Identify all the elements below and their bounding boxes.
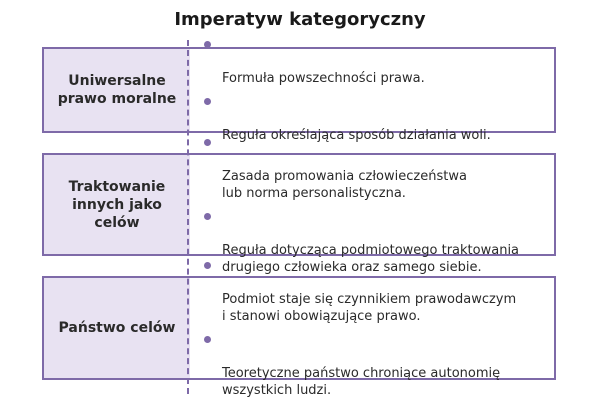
row-label-cell xyxy=(44,49,190,131)
bullet-text: Reguła dotycząca podmiotowego traktowania drugiego człowieka oraz samego siebie. xyxy=(222,242,520,275)
bullet-item xyxy=(204,331,546,399)
bullet-item xyxy=(204,36,546,87)
bullet-text: Reguła określająca sposób działania woli. xyxy=(222,128,491,143)
bullet-text: Podmiot staje się czynnikiem prawodawczym i stanowi obowiązujące prawo. xyxy=(222,292,517,324)
bullet-list xyxy=(190,155,554,275)
row-label: Państwo celów xyxy=(58,320,176,336)
bullet-dot-icon xyxy=(204,336,211,343)
bullet-text: Formuła powszechności prawa. xyxy=(222,71,425,86)
bullet-dot-icon xyxy=(204,98,211,105)
row-treating-others-as-ends xyxy=(42,153,556,275)
bullet-item xyxy=(204,134,546,202)
row-label-cell xyxy=(44,278,190,378)
row-label: Uniwersalne prawo moralne xyxy=(57,73,177,107)
bullet-text: Teoretyczne państwo chroniące autonomię wszystkich ludzi. xyxy=(222,366,501,398)
row-universal-moral-law xyxy=(42,47,556,143)
row-label: Traktowanie innych jako celów xyxy=(68,178,166,231)
dashed-divider xyxy=(187,40,189,394)
bullet-dot-icon xyxy=(204,41,211,48)
bullet-dot-icon xyxy=(204,139,211,146)
bullet-dot-icon xyxy=(204,262,211,269)
row-label-cell xyxy=(44,155,190,254)
row-kingdom-of-ends xyxy=(42,276,556,398)
bullet-text: Zasada promowania człowieczeństwa lub norma personalistyczna. xyxy=(222,168,467,201)
bullet-dot-icon xyxy=(204,213,211,220)
bullet-list xyxy=(190,278,554,398)
bullet-list xyxy=(190,49,554,143)
bullet-item xyxy=(204,257,546,325)
diagram-title: Imperatyw kategoryczny xyxy=(174,9,426,30)
